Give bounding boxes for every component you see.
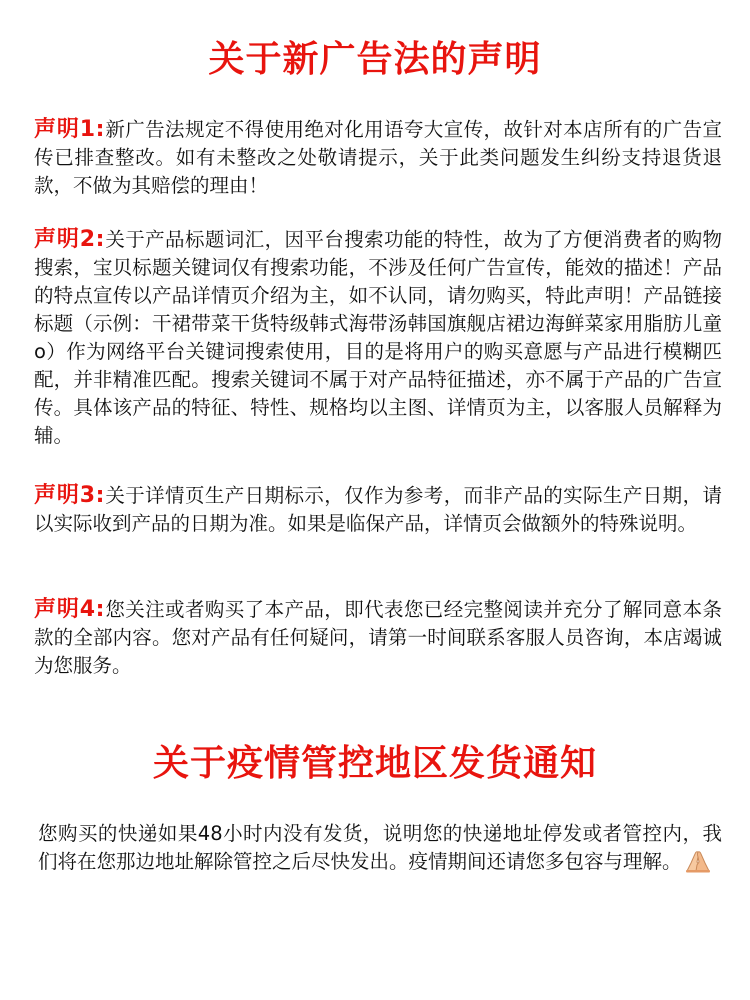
- statement-2: [34, 226, 722, 450]
- epidemic-notice: [38, 820, 722, 881]
- statement-3-label: 声明3:: [34, 483, 105, 508]
- epidemic-notice-title: 关于疫情管控地区发货通知: [152, 743, 597, 784]
- epidemic-notice-text: 您购买的快递如果48小时内没有发货，说明您的快递地址停发或者管控内，我们将在您那边地址解除管控之后尽快发出。疫情期间还请您多包容与理解。: [38, 822, 722, 873]
- statement-2-label: 声明2:: [34, 227, 105, 252]
- statement-4-text: 您关注或者购买了本产品，即代表您已经完整阅读并充分了解同意本条款的全部内容。您对产品有任何疑问，请第一时间联系客服人员咨询，本店竭诚为您服务。: [34, 598, 722, 677]
- statement-1-label: 声明1:: [34, 117, 105, 142]
- ad-law-title: 关于新广告法的声明: [208, 39, 542, 80]
- statement-1-text: 新广告法规定不得使用绝对化用语夸大宣传，故针对本店所有的广告宣传已排查整改。如有未整改之处敬请提示，关于此类问题发生纠纷支持退货退款，不做为其赔偿的理由！: [34, 118, 722, 197]
- folded-hands-icon: [684, 849, 712, 881]
- statement-1: [34, 116, 722, 200]
- statement-2-text: 关于产品标题词汇，因平台搜索功能的特性，故为了方便消费者的购物搜索，宝贝标题关键词仅有搜索功能，不涉及任何广告宣传，能效的描述！产品的特点宣传以产品详情页介绍为主，如不认同，请勿购买，特此声明！产品链接标题（示例：干裙带菜干货特级韩式海带汤韩国旗舰店裙边海鲜菜家用脂肪儿童o）作为网络平台关键词搜索使用，目的是将用户的购买意愿与产品进行模糊匹配，并非精准匹配。搜索关键词不属于对产品特征描述，亦不属于产品的广告宣传。具体该产品的特征、特性、规格均以主图、详情页为主，以客服人员解释为辅。: [34, 228, 722, 447]
- statement-4-label: 声明4:: [34, 597, 105, 622]
- statement-3-text: 关于详情页生产日期标示，仅作为参考，而非产品的实际生产日期，请以实际收到产品的日期为准。如果是临保产品，详情页会做额外的特殊说明。: [34, 484, 722, 535]
- statement-4: [34, 596, 722, 680]
- statement-3: [34, 482, 722, 538]
